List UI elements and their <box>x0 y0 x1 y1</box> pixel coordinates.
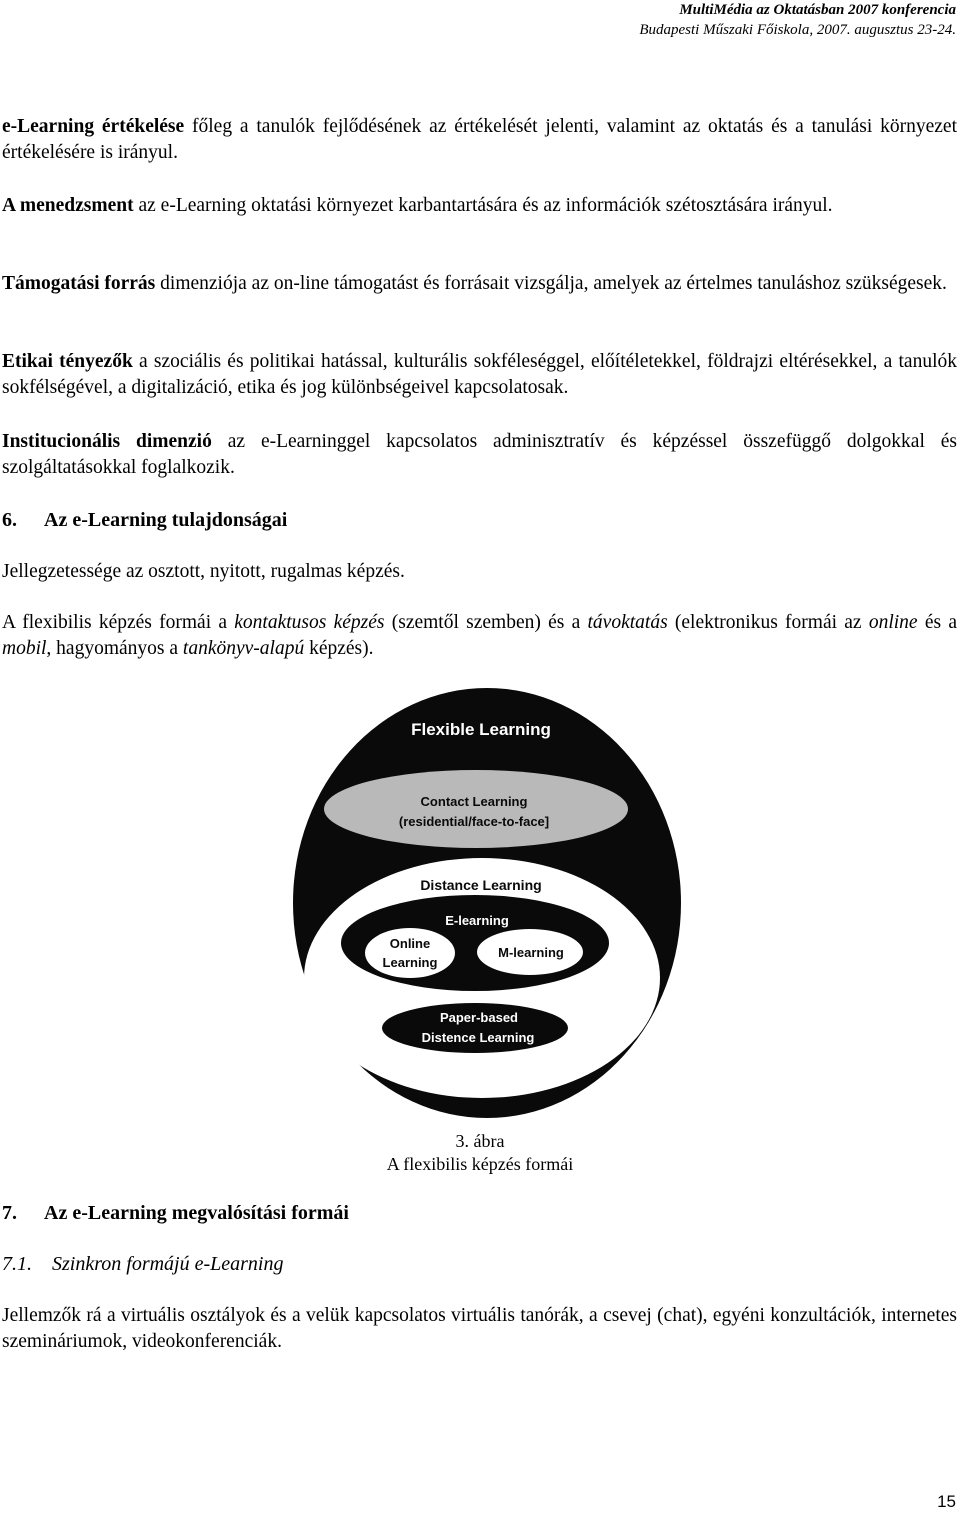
term-ethics: Etikai tényezők <box>2 351 133 372</box>
figure-caption <box>340 1130 620 1176</box>
flex-text-3: (elektronikus formái az <box>667 612 869 633</box>
contact-learning-label-1: Contact Learning <box>420 794 528 809</box>
paragraph-flexible-forms <box>2 610 957 662</box>
paragraph-synchronous: Jellemzők rá a virtuális osztályok és a velük kapcsolatos virtuális tanórák, a csevej (chat), egyéni konzultációk, internetes szemináriumok, videokonferenciák. <box>2 1305 957 1352</box>
paragraph-ethics-text: a szociális és politikai hatással, kulturális sokféleséggel, előítéletekkel, földrajzi eltérésekkel, a tanulók sokfélségével, a digitalizáció, etika és jog különbségeivel kapcsolatosak. <box>2 351 957 398</box>
section-7-1-heading <box>2 1251 283 1277</box>
section-6-title: Az e-Learning tulajdonságai <box>44 509 288 531</box>
paragraph-support <box>2 271 957 297</box>
paragraph-institutional <box>2 429 957 481</box>
flex-term-distance: távoktatás <box>587 612 668 633</box>
conference-title: MultiMédia az Oktatásban 2007 konferencia <box>679 2 956 18</box>
paragraph-management-text: az e-Learning oktatási környezet karbantartására és az információk szétosztására irányul. <box>133 195 833 216</box>
section-6-heading <box>2 507 287 533</box>
page-header <box>639 0 956 40</box>
figure-caption-title: A flexibilis képzés formái <box>386 1154 574 1174</box>
conference-place-date: Budapesti Műszaki Főiskola, 2007. augusztus 23-24. <box>639 22 956 38</box>
section-7-title: Az e-Learning megvalósítási formái <box>44 1202 349 1224</box>
term-evaluation: e-Learning értékelése <box>2 116 185 137</box>
m-learning-label: M-learning <box>498 945 564 960</box>
flex-text-2: (szemtől szemben) és a <box>384 612 588 633</box>
paragraph-support-text: dimenziója az on-line támogatást és forrásait vizsgálja, amelyek az értelmes tanuláshoz szükségesek. <box>155 273 947 294</box>
flex-term-mobile: mobil <box>2 638 47 659</box>
flex-term-contact: kontaktusos képzés <box>234 612 385 633</box>
paragraph-evaluation-text: főleg a tanulók fejlődésének az értékelését jelenti, valamint az oktatás és a tanulási környezet értékelésére is irányul. <box>2 116 957 163</box>
flexible-learning-label: Flexible Learning <box>411 720 551 739</box>
term-support: Támogatási forrás <box>2 273 156 294</box>
online-learning-label-1: Online <box>389 936 431 951</box>
flex-text-1: A flexibilis képzés formái a <box>2 612 235 633</box>
flex-text-4: és a <box>917 612 957 633</box>
section-7-1-title: Szinkron formájú e-Learning <box>52 1253 284 1275</box>
paper-based-label-1: Paper-based <box>439 1010 519 1025</box>
section-6-number: 6. <box>2 509 17 531</box>
flex-term-online: online <box>868 612 918 633</box>
flex-text-5: , hagyományos a <box>46 638 183 659</box>
section-6-intro: Jellegzetessége az osztott, nyitott, rugalmas képzés. <box>2 561 405 582</box>
flex-term-textbook: tankönyv-alapú <box>182 638 305 659</box>
flexible-learning-diagram <box>291 686 683 1120</box>
paragraph-institutional-text: az e-Learninggel kapcsolatos adminisztratív és képzéssel összefüggő dolgokkal és szolgáltatásokkal foglalkozik. <box>2 431 957 478</box>
term-management: A menedzsment <box>2 195 134 216</box>
section-7-1-number: 7.1. <box>2 1253 32 1275</box>
contact-learning-ellipse <box>324 770 628 848</box>
distance-learning-label: Distance Learning <box>420 877 542 893</box>
paper-based-label-2: Distence Learning <box>421 1030 535 1045</box>
e-learning-label: E-learning <box>445 913 509 928</box>
paragraph-management <box>2 193 957 219</box>
contact-learning-label-2: (residential/face-to-face] <box>398 814 550 829</box>
flex-text-6: képzés). <box>304 638 374 659</box>
section-7-number: 7. <box>2 1202 17 1224</box>
term-institutional: Institucionális dimenzió <box>2 431 212 452</box>
paragraph-evaluation <box>2 114 957 166</box>
figure-caption-number: 3. ábra <box>455 1131 505 1151</box>
paragraph-ethics <box>2 349 957 401</box>
online-learning-label-2: Learning <box>382 955 438 970</box>
page-number: 15 <box>937 1492 956 1511</box>
section-7-heading <box>2 1200 349 1226</box>
